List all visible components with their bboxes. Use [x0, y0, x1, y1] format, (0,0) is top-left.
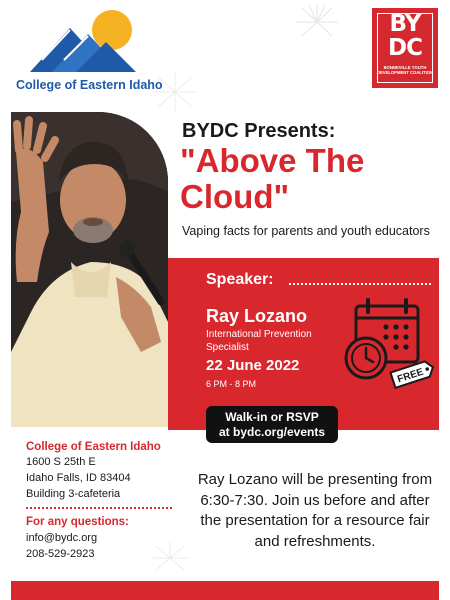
speaker-photo — [11, 112, 168, 427]
bydc-logo-top: BY — [389, 11, 421, 37]
bydc-logo-bottom: DC — [388, 35, 422, 61]
contact-phone: 208-529-2923 — [26, 548, 95, 560]
event-date: 22 June 2022 — [206, 357, 300, 374]
speaker-name: Ray Lozano — [206, 306, 308, 326]
rsvp-line-1: Walk-in or RSVP — [225, 410, 319, 424]
bydc-logo — [372, 8, 438, 88]
free-badge: FREE — [396, 366, 425, 386]
event-title: "Above The Cloud" — [180, 142, 365, 215]
bottom-bar — [11, 581, 439, 600]
venue-block — [26, 440, 176, 562]
questions-label: For any questions: — [26, 516, 129, 528]
event-subtitle: Vaping facts for parents and youth educators — [182, 224, 430, 238]
presents-heading: BYDC Presents: — [182, 120, 336, 142]
rsvp-box — [206, 406, 338, 443]
dotted-divider — [289, 283, 431, 285]
mountain-sun-icon — [12, 8, 160, 78]
dotted-divider — [26, 507, 172, 509]
speaker-role: International Prevention Specialist — [206, 329, 312, 353]
college-name: College of Eastern Idaho — [16, 78, 163, 92]
sunburst-decoration — [292, 2, 342, 42]
venue-address-3: Building 3-cafeteria — [26, 488, 121, 500]
venue-name: College of Eastern Idaho — [26, 441, 161, 453]
calendar-clock-icon — [340, 296, 436, 392]
event-time: 6 PM - 8 PM — [206, 379, 257, 389]
bydc-logo-subtitle: BONNEVILLE YOUTH DEVELOPMENT COALITION — [376, 65, 434, 75]
event-description: Ray Lozano will be presenting from 6:30-7:30. Join us before and after the presentation for a resource fair and refreshments. — [197, 471, 433, 550]
speaker-illustration — [11, 112, 168, 427]
venue-address-1: 1600 S 25th E — [26, 456, 96, 468]
rsvp-line-2: at bydc.org/events — [218, 425, 326, 439]
venue-address-2: Idaho Falls, ID 83404 — [26, 472, 131, 484]
speaker-label: Speaker: — [206, 271, 274, 288]
college-logo — [12, 8, 163, 93]
contact-email: info@bydc.org — [26, 532, 98, 544]
speaker-panel — [168, 258, 439, 430]
